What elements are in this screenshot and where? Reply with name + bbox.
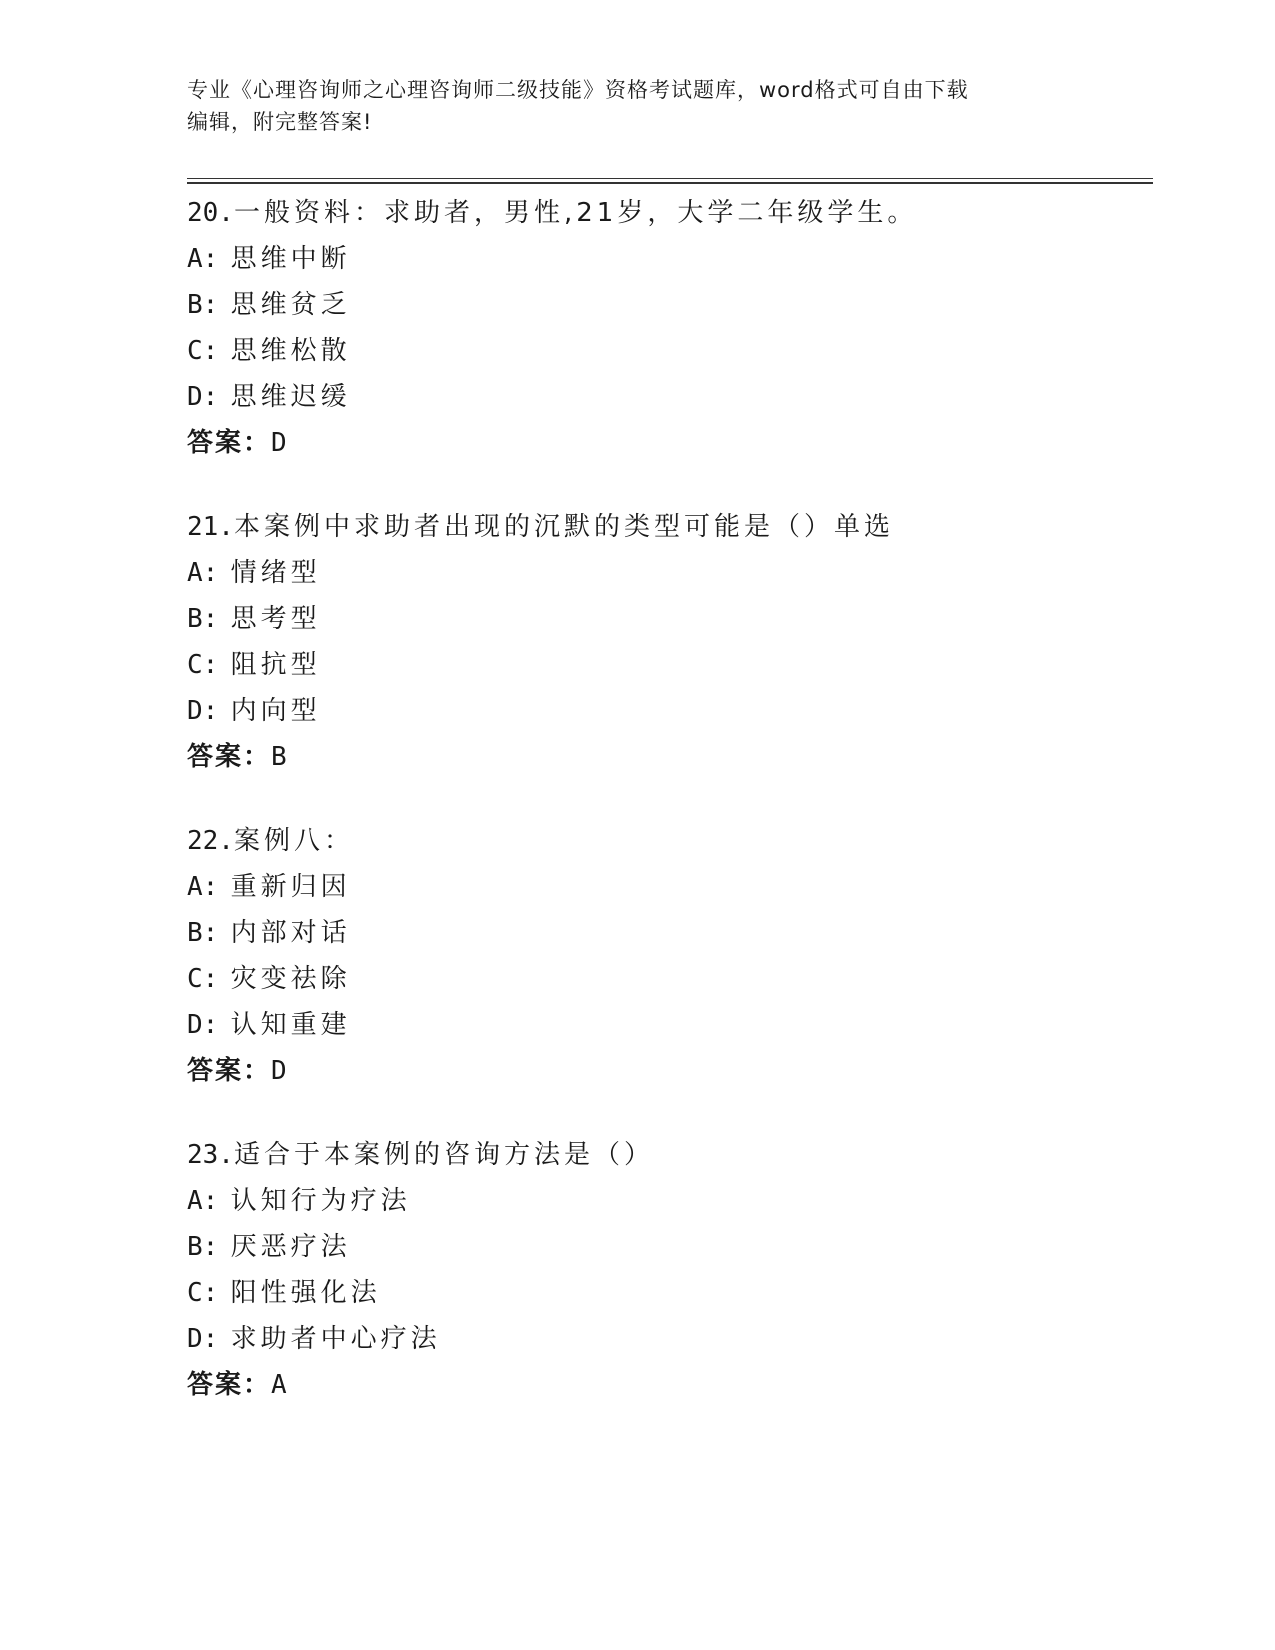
- header-divider-thick: [187, 182, 1153, 184]
- answer-label: 答案：: [187, 742, 272, 772]
- answer-value: D: [271, 428, 287, 458]
- header-line-1: 专业《心理咨询师之心理咨询师二级技能》资格考试题库，word格式可自由下载: [187, 78, 969, 102]
- option-key: D:: [187, 1324, 219, 1354]
- question-stem: [187, 504, 1153, 550]
- option-text: 思维松散: [230, 336, 351, 366]
- option-text: 重新归因: [230, 872, 351, 902]
- answer-line: [187, 1362, 1153, 1408]
- option-key: C:: [187, 964, 219, 994]
- header-line-2: 编辑，附完整答案!: [187, 110, 373, 134]
- answer-label: 答案：: [187, 1056, 272, 1086]
- option-key: C:: [187, 336, 219, 366]
- answer-value: B: [271, 742, 287, 772]
- option-key: C:: [187, 650, 219, 680]
- option-text: 厌恶疗法: [230, 1232, 351, 1262]
- answer-line: [187, 1048, 1153, 1094]
- option-c: [187, 956, 1153, 1002]
- option-d: [187, 1002, 1153, 1048]
- option-c: [187, 328, 1153, 374]
- header-divider-thin: [187, 178, 1153, 179]
- answer-label: 答案：: [187, 1370, 272, 1400]
- option-text: 思维迟缓: [230, 382, 351, 412]
- option-key: D:: [187, 1010, 219, 1040]
- option-c: [187, 642, 1153, 688]
- option-b: [187, 596, 1153, 642]
- question-stem: [187, 190, 1153, 236]
- option-text: 认知重建: [230, 1010, 351, 1040]
- option-text: 内向型: [230, 696, 321, 726]
- option-text: 思维贫乏: [230, 290, 351, 320]
- answer-label: 答案：: [187, 428, 272, 458]
- question-list: [187, 190, 1153, 1446]
- option-key: D:: [187, 696, 219, 726]
- option-key: B:: [187, 604, 219, 634]
- option-text: 情绪型: [230, 558, 321, 588]
- option-key: D:: [187, 382, 219, 412]
- option-text: 内部对话: [230, 918, 351, 948]
- answer-value: D: [271, 1056, 287, 1086]
- question-21: [187, 504, 1153, 780]
- option-b: [187, 1224, 1153, 1270]
- option-key: C:: [187, 1278, 219, 1308]
- question-text: 一般资料：求助者，男性,21岁，大学二年级学生。: [233, 198, 918, 228]
- option-text: 思维中断: [230, 244, 351, 274]
- question-22: [187, 818, 1153, 1094]
- option-d: [187, 688, 1153, 734]
- option-key: A:: [187, 1186, 219, 1216]
- question-text: 案例八：: [233, 826, 354, 856]
- option-b: [187, 282, 1153, 328]
- answer-line: [187, 734, 1153, 780]
- option-key: A:: [187, 558, 219, 588]
- option-text: 认知行为疗法: [230, 1186, 411, 1216]
- question-text: 适合于本案例的咨询方法是（）: [233, 1140, 654, 1170]
- option-d: [187, 374, 1153, 420]
- option-b: [187, 910, 1153, 956]
- option-text: 阻抗型: [230, 650, 321, 680]
- question-20: [187, 190, 1153, 466]
- option-key: A:: [187, 872, 219, 902]
- question-23: [187, 1132, 1153, 1408]
- option-text: 灾变祛除: [230, 964, 351, 994]
- option-a: [187, 1178, 1153, 1224]
- question-number: 21.: [187, 512, 234, 542]
- answer-line: [187, 420, 1153, 466]
- option-a: [187, 864, 1153, 910]
- option-key: B:: [187, 290, 219, 320]
- option-key: B:: [187, 1232, 219, 1262]
- question-stem: [187, 1132, 1153, 1178]
- question-stem: [187, 818, 1153, 864]
- option-d: [187, 1316, 1153, 1362]
- question-number: 20.: [187, 198, 234, 228]
- option-text: 思考型: [230, 604, 321, 634]
- answer-value: A: [271, 1370, 287, 1400]
- question-number: 22.: [187, 826, 234, 856]
- option-c: [187, 1270, 1153, 1316]
- option-text: 求助者中心疗法: [230, 1324, 441, 1354]
- option-a: [187, 236, 1153, 282]
- question-number: 23.: [187, 1140, 234, 1170]
- option-key: A:: [187, 244, 219, 274]
- document-header: [187, 74, 1087, 138]
- option-key: B:: [187, 918, 219, 948]
- option-a: [187, 550, 1153, 596]
- option-text: 阳性强化法: [230, 1278, 381, 1308]
- question-text: 本案例中求助者出现的沉默的类型可能是（）单选: [233, 512, 894, 542]
